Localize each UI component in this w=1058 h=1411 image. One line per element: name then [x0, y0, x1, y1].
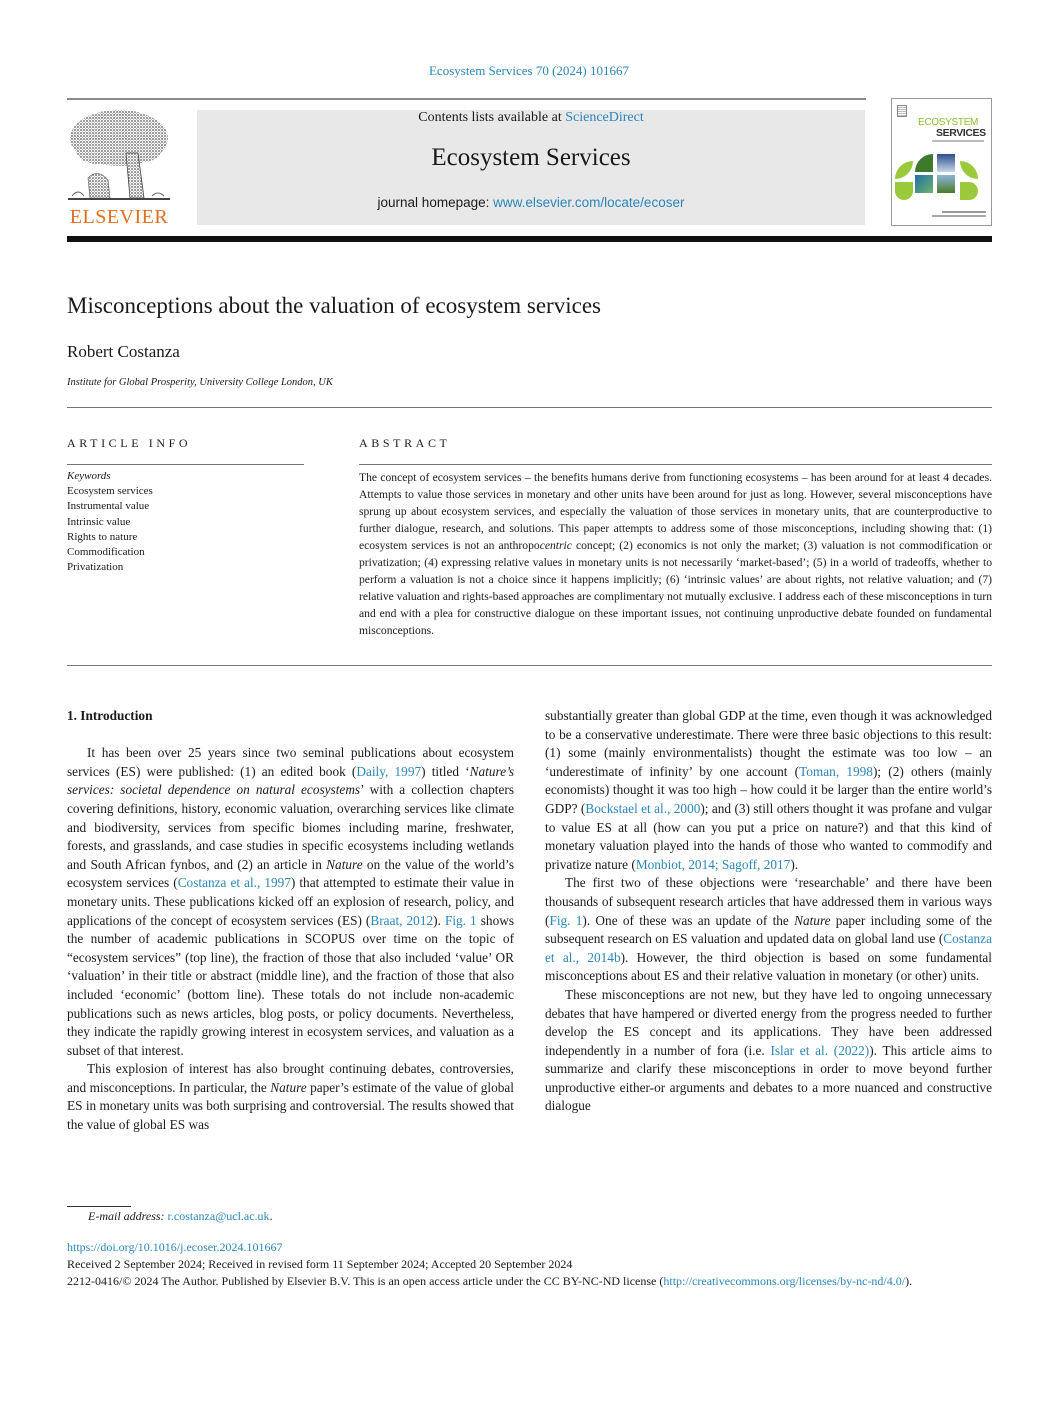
- cover-tile-forest-icon: [915, 154, 933, 172]
- corresponding-author-footnote: [88, 1209, 273, 1224]
- keyword-item: Commodification: [67, 546, 145, 559]
- keyword-item: Instrumental value: [67, 500, 150, 513]
- cover-subtitle-bar: [932, 140, 984, 142]
- abstract-text: [359, 469, 992, 639]
- header-top-rule: [67, 98, 866, 100]
- citation-link[interactable]: Daily, 1997: [356, 763, 422, 779]
- text: ).: [433, 912, 445, 928]
- italic-text: Nature’s services: societal dependence on natural ecosystems: [67, 763, 514, 798]
- author-affiliation: Institute for Global Prosperity, University College London, UK: [67, 377, 333, 388]
- abstract-italic: centric: [539, 539, 572, 552]
- figure-link[interactable]: Fig. 1: [444, 912, 477, 928]
- citation-link[interactable]: Costanza et al., 2014b: [545, 931, 992, 965]
- elsevier-logo[interactable]: [66, 108, 172, 228]
- keywords-label: Keywords: [67, 470, 111, 482]
- body-column-right: [545, 707, 992, 1116]
- sciencedirect-link[interactable]: ScienceDirect: [565, 110, 644, 125]
- contents-prefix: Contents lists available at: [418, 110, 566, 125]
- article-info-heading: ARTICLE INFO: [67, 436, 192, 450]
- section-heading-introduction: 1. Introduction: [67, 708, 153, 723]
- homepage-prefix: journal homepage:: [377, 195, 494, 210]
- keywords-list: [67, 469, 153, 575]
- footnote-rule: [67, 1206, 131, 1207]
- keyword-item: Rights to nature: [67, 530, 138, 543]
- cover-tile-leaf2-icon: [960, 161, 978, 179]
- abstract-bottom-rule: [67, 665, 992, 666]
- italic-text: Nature: [794, 912, 831, 928]
- cover-footer-line: [932, 215, 986, 217]
- cover-tile-city-icon: [937, 154, 955, 172]
- text: substantially greater than global GDP at the time, even though it was acknowledged to be a conservative underestimate. There were three basic objections to this result: (1) some (mainly environmentalists) thought the estimate was too low – an ‘underestimate of infinity’ by one account (: [545, 708, 992, 779]
- text: ) titled ‘: [421, 763, 470, 779]
- text: ); and (3) still others thought it was profane and vulgar to value ES at all (how can you put a price on nature?) and that this kind of monetary valuation played into the hands of those who wanted to commodify and privatize nature (: [545, 800, 992, 872]
- cover-title-line2: SERVICES: [936, 127, 986, 139]
- text: It has been over 25 years since two seminal publications about ecosystem services (ES) were published: (1) an edited book (: [67, 745, 514, 779]
- keyword-item: Ecosystem services: [67, 485, 153, 498]
- title-divider: [67, 407, 992, 408]
- license-statement: [67, 1273, 992, 1290]
- keyword-item: Intrinsic value: [67, 515, 131, 528]
- contents-available-line: [197, 110, 865, 126]
- text: ). This article aims to summarize and clarify these misconceptions in order to move beyond further unproductive either-or arguments and debates to a more nuanced and constructive dialogue: [545, 1042, 992, 1114]
- license-text: 2212-0416/© 2024 The Author. Published by Elsevier B.V. This is an open access article under the CC BY-NC-ND license (: [67, 1274, 664, 1288]
- license-end: ).: [905, 1274, 913, 1288]
- citation-link[interactable]: Bockstael et al., 2000: [585, 800, 701, 816]
- elsevier-tree-icon: [68, 108, 170, 204]
- journal-masthead: [197, 110, 865, 225]
- text: ’ with a collection chapters covering definitions, history, economic valuation, overarching services like climate and biodiversity, services from specific biomes including marine, freshwater, forests, and grasslands, and case studies in specific ecosystems including wetlands and South African fynbos, and (2) an article in: [67, 782, 514, 872]
- figure-link[interactable]: Fig. 1: [549, 912, 583, 928]
- text: paper’s estimate of the value of global ES in monetary units was both surprising and controversial. The results showed that the value of global ES was: [67, 1079, 515, 1133]
- citation-link[interactable]: Braat, 2012: [370, 912, 434, 928]
- doi-link[interactable]: https://doi.org/10.1016/j.ecoser.2024.101667: [67, 1240, 283, 1254]
- cover-tile-leaf4-icon: [960, 182, 978, 200]
- article-title: Misconceptions about the valuation of ecosystem services: [67, 293, 601, 318]
- elsevier-wordmark: ELSEVIER: [69, 206, 169, 228]
- journal-cover-thumbnail[interactable]: [891, 98, 992, 226]
- cover-footer-line: [942, 211, 986, 213]
- cover-title-line1: ECOSYSTEM: [918, 117, 979, 128]
- text: ) that attempted to estimate their value in monetary units. These publications kicked off an explosion of research, policy, and applications of the concept of ecosystem services (ES) (: [67, 875, 514, 928]
- cover-tile-leaf-icon: [895, 161, 913, 179]
- journal-homepage-line: [197, 195, 865, 210]
- journal-reference-link[interactable]: Ecosystem Services 70 (2024) 101667: [428, 63, 630, 78]
- cover-publisher-icon: [897, 105, 907, 117]
- text: shows the number of academic publications in SCOPUS over time on the topic of “ecosystem services” (top line), the fraction of those that also included ‘value’ OR ‘valuation’ in their title or abstract (middle line), and the fraction of those that also included ‘economic’ (bottom line). These totals do not include non-academic publications such as news articles, blog posts, or policy documents. Nevertheless, they indicate the rapidly growing interest in ecosystem services, and valuation as a subset of that interest.: [67, 912, 514, 1058]
- abstract-heading: ABSTRACT: [359, 436, 451, 450]
- email-label: E-mail address:: [88, 1209, 168, 1223]
- text: ).: [790, 856, 799, 872]
- journal-name: Ecosystem Services: [431, 144, 631, 171]
- cover-tile-field-icon: [937, 175, 955, 193]
- citation-link[interactable]: Costanza et al., 1997: [177, 875, 291, 891]
- body-column-left: [67, 707, 514, 1135]
- citation-link[interactable]: Toman, 1998: [799, 763, 873, 779]
- cover-tile-sea-icon: [915, 175, 933, 193]
- email-end: .: [269, 1209, 273, 1223]
- paragraph: [67, 1060, 514, 1134]
- abstract-part: concept; (2) economics is not only the market; (3) valuation is not commodification or privatization; (4) expressing relative values in monetary units is not necessarily ‘market-based’; (5) in a world of tradeoffs, whether to perform a valuation is not a choice since it happens implicitly; (6) ‘intrinsic values’ are about rights, not relative valuation; and (7) relative valuation and rights-based approaches are complimentary not mutually exclusive. I address each of these misconceptions in turn and end with a plea for constructive dialogue on these important issues, not continuing unproductive debate founded on fundamental misconceptions.: [359, 539, 992, 637]
- text: These misconceptions are not new, but they have led to ongoing unnecessary debates that have hampered or diverted energy from the progress needed to further develop the ES concept and its applications. They have been addressed independently in a number of fora (i.e.: [545, 986, 992, 1058]
- paragraph: [545, 986, 992, 1116]
- paragraph: [67, 744, 514, 1060]
- citation-link[interactable]: Monbiot, 2014; Sagoff, 2017: [635, 856, 791, 872]
- italic-text: Nature: [326, 856, 363, 872]
- header-thick-rule: [67, 236, 992, 242]
- paragraph: [545, 707, 992, 874]
- license-link[interactable]: http://creativecommons.org/licenses/by-nc-nd/4.0/: [663, 1274, 906, 1288]
- abstract-part: The concept of ecosystem services – the benefits humans derive from functioning ecosystems – has been around for at least 4 decades. Attempts to value those services in monetary and other units have been around for just as long. However, several misconceptions have sprung up about ecosystem services, and especially the valuation of those services in monetary units, that are counterproductive to further dialogue, research, and solutions. This paper attempts to address some of those misconceptions, including showing that: (1) ecosystem services is not an anthropo: [359, 471, 992, 552]
- article-info-rule: [67, 464, 304, 465]
- text: This explosion of interest has also brought continuing debates, controversies, and misconceptions. In particular, the: [67, 1061, 514, 1095]
- cover-tile-leaf3-icon: [895, 182, 913, 200]
- text: ). However, the third objection is based on some fundamental misconceptions about ES and their relative valuation in monetary (or other) units.: [545, 949, 992, 984]
- text: The first two of these objections were ‘researchable’ and there have been thousands of subsequent research articles that have addressed them in various ways (: [545, 875, 992, 928]
- text: on the value of the world’s ecosystem services (: [67, 856, 514, 891]
- text: paper including some of the subsequent research on ES valuation and updated data on global land use (: [545, 912, 993, 947]
- text: ). One of these was an update of the: [582, 912, 795, 928]
- abstract-rule: [359, 464, 992, 465]
- citation-link[interactable]: Islar et al. (2022): [770, 1042, 870, 1058]
- journal-homepage-link[interactable]: www.elsevier.com/locate/ecoser: [493, 195, 685, 210]
- email-link[interactable]: r.costanza@ucl.ac.uk: [167, 1209, 270, 1223]
- keyword-item: Privatization: [67, 561, 124, 574]
- author-name[interactable]: Robert Costanza: [67, 342, 180, 361]
- article-dates: Received 2 September 2024; Received in revised form 11 September 2024; Accepted 20 September 2024: [67, 1257, 573, 1271]
- text: ); (2) others (mainly economists) thought it was too high – how could it be larger than the entire world’s GDP? (: [545, 763, 993, 816]
- italic-text: Nature: [270, 1079, 307, 1095]
- paragraph: [545, 874, 992, 986]
